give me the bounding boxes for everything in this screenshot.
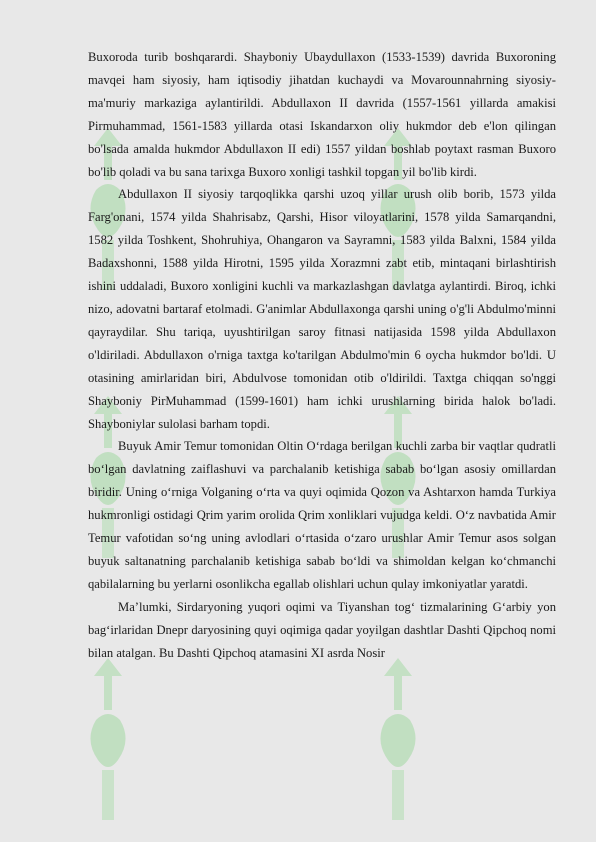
watermark-logo	[78, 650, 138, 830]
paragraph: Abdullaxon II siyosiy tarqoqlikka qarshi uzoq yillar urush olib borib, 1573 yilda Farg'onani, 1574 yilda Shahrisabz, Qarshi, Hisor viloyatlarini, 1578 yilda Samarqandni, 1582 yilda Toshkent, Shohruhiya, Ohangaron va Sayramni, 1583 yilda Balxni, 1584 yilda Badaxshonni, 1588 yilda Hirotni, 1595 yilda Xorazmni zabt etib, mintaqani birlashtirish ishini uddaladi, Buxoro xonligini kuchli va markazlashgan davlatga aylantirdi. Biroq, ichki nizo, adovatni bartaraf etolmadi. G'animlar Abdullaxonga qarshi uning o'g'li Abdulmo'minni qayraydilar. Shu tariqa, uyushtirilgan saroy fitnasi natijasida 1598 yilda Abdullaxon o'ldiriladi. Abdullaxon o'rniga taxtga ko'tarilgan Abdulmo'min 6 oycha hukmdor bo'ldi. U otasining amirlaridan biri, Abdulvose tomonidan otib o'ldirildi. Taxtga chiqqan so'nggi Shayboniy PirMuhammad (1599-1601) ham ichki urushlarning birida halok bo'ladi. Shayboniylar sulolasi barham topdi.	[88, 187, 556, 431]
body-text	[88, 46, 556, 664]
watermark-icon	[78, 650, 138, 830]
watermark-logo	[368, 650, 428, 830]
paragraph: Buxoroda turib boshqarardi. Shayboniy Ubaydullaxon (1533-1539) davrida Buxoroning mavqei ham siyosiy, ham iqtisodiy jihatdan kuchaydi va Movarounnahrning siyosiy-ma'muriy markaziga aylantirildi. Abdullaxon II davrida (1557-1561 yillarda amakisi Pirmuhammad, 1561-1583 yillarda otasi Iskandarxon oliy hukmdor deb e'lon qilingan bo'lsada amalda hukmdor Abdullaxon II edi) 1557 yildan boshlab poytaxt rasman Buxoro bo'lib qoladi va bu sana tarixga Buxoro xonligi tashkil topgan yil bo'lib kirdi.	[88, 50, 556, 179]
paragraph: Ma’lumki, Sirdaryoning yuqori oqimi va Tiyanshan tog‘ tizmalarining G‘arbiy yon bag‘irlaridan Dnepr daryosining quyi oqimiga qadar yoyilgan dashtlar Dashti Qipchoq nomi bilan atalgan. Bu Dashti Qipchoq atamasini XI asrda Nosir	[88, 599, 556, 660]
paragraph: Buyuk Amir Temur tomonidan Oltin O‘rdaga berilgan kuchli zarba bir vaqtlar qudratli bo‘lgan davlatning zaiflashuvi va parchalanib ketishiga sabab bo‘lgan asosiy omillardan biridir. Uning o‘rniga Volganing o‘rta va quyi oqimida Qozon va Ashtarxon hamda Turkiya hukmronligi ostidagi Qrim yarim orolida Qrim xonliklari vujudga keldi. O‘z navbatida Amir Temur vafotidan so‘ng uning avlodlari o‘rtasida o‘zaro urushlar Amir Temur asos solgan buyuk saltanatning parchalanib ketishiga sabab bo‘ldi va shimoldan kelgan ko‘chmanchi qabilalarning bu yerlarni osonlikcha egallab olishlari uchun qulay imkoniyatlar yaratdi.	[88, 439, 556, 591]
watermark-icon	[368, 650, 428, 830]
